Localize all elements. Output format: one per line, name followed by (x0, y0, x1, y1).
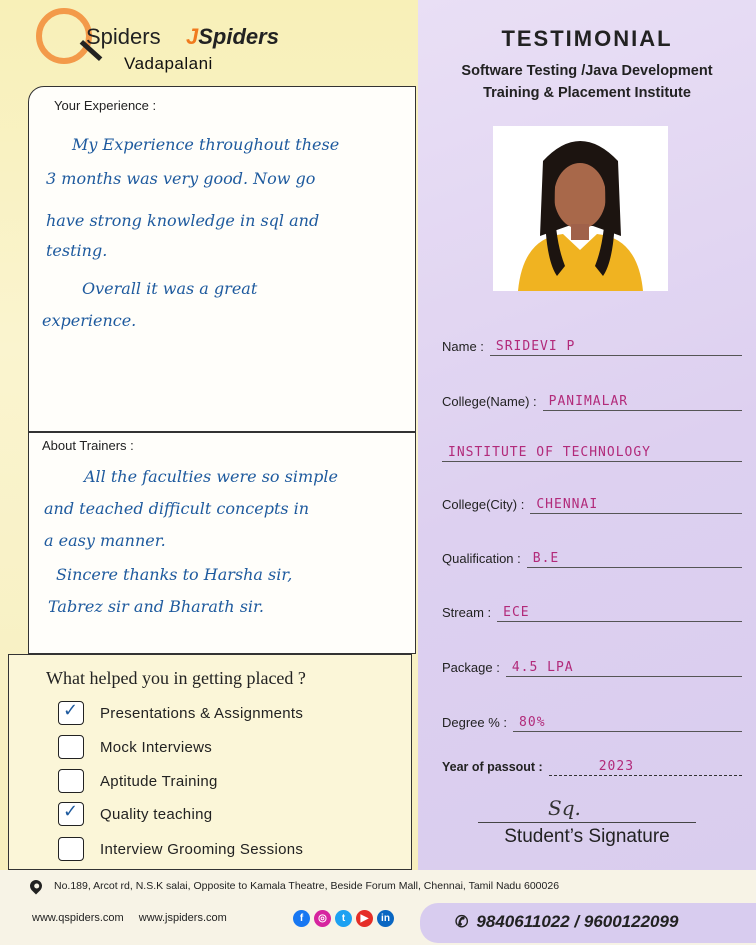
facebook-icon[interactable]: f (293, 910, 310, 927)
field-college-line-2 (442, 442, 742, 462)
field-stream-line (497, 602, 742, 622)
checkbox-label: Aptitude Training (100, 772, 218, 790)
checkmark-icon: ✓ (63, 801, 79, 822)
field-passout: Year of passout : 2023 (442, 754, 742, 776)
checkbox-quality-teaching[interactable] (58, 802, 84, 826)
checkbox-label: Presentations & Assignments (100, 704, 304, 722)
checkbox-label: Mock Interviews (100, 738, 213, 756)
checkbox-aptitude[interactable] (58, 769, 84, 793)
linkedin-icon[interactable]: in (377, 910, 394, 927)
checkbox-label: Interview Grooming Sessions (100, 840, 304, 858)
field-package-value: 4.5 LPA (511, 660, 574, 675)
field-degree-line (513, 712, 742, 732)
logo (36, 8, 296, 88)
page-subtitle: Software Testing /Java Development Training & Placement Institute (461, 63, 713, 101)
signature-label: Student’s Signature (504, 826, 670, 847)
qspiders-q-icon (36, 8, 92, 64)
helped-title: What helped you in getting placed ? (46, 668, 306, 688)
footer-address: No.189, Arcot rd, N.S.K salai, Opposite to Kamala Theatre, Beside Forum Mall, Chennai, Tamil Nadu 600026 (30, 880, 559, 892)
field-degree: Degree % : 80% (442, 710, 742, 732)
field-stream-value: ECE (503, 605, 530, 620)
student-photo (493, 126, 668, 291)
field-qualification: Qualification : B.E (442, 546, 742, 568)
field-city-line (530, 494, 742, 514)
social-icons (293, 910, 398, 927)
checkbox-interview-grooming[interactable] (58, 837, 84, 861)
field-city-value: CHENNAI (536, 497, 599, 512)
checkbox-row-interview-grooming[interactable] (58, 836, 303, 862)
field-name: Name : SRIDEVI P (442, 334, 742, 356)
location-pin-icon (28, 878, 45, 895)
field-name-value: SRIDEVI P (495, 339, 576, 354)
experience-line-1: My Experience throughout these (72, 135, 340, 154)
field-college-value: PANIMALAR (548, 394, 629, 409)
footer-phones: ✆ 9840611022 / 9600122099 (455, 912, 679, 931)
signature-line (478, 822, 696, 823)
experience-line-2: 3 months was very good. Now go (46, 169, 316, 188)
footer-websites (32, 912, 239, 924)
trainers-line-4: Sincere thanks to Harsha sir, (56, 565, 293, 584)
experience-line-4: testing. (46, 241, 108, 260)
experience-label: Your Experience : (50, 98, 160, 113)
checkmark-icon: ✓ (63, 700, 79, 721)
field-college-line (543, 391, 742, 411)
field-college-value-2: INSTITUTE OF TECHNOLOGY (448, 445, 652, 460)
field-name-line (490, 336, 742, 356)
logo-brand-qspiders: Spiders (86, 24, 161, 49)
field-stream: Stream : ECE (442, 600, 742, 622)
checkbox-presentations[interactable] (58, 701, 84, 725)
website-jspiders-link[interactable]: www.jspiders.com (138, 912, 227, 924)
experience-line-5: Overall it was a great (82, 279, 258, 298)
twitter-icon[interactable]: t (335, 910, 352, 927)
field-package-line (506, 657, 742, 677)
field-qualification-line (527, 548, 742, 568)
field-college-continued (442, 440, 742, 462)
field-passout-value: 2023 (598, 759, 635, 774)
field-city: College(City) : CHENNAI (442, 492, 742, 514)
trainers-line-2: and teached difficult concepts in (44, 499, 310, 518)
trainers-line-5: Tabrez sir and Bharath sir. (48, 597, 264, 616)
checkbox-mock-interviews[interactable] (58, 735, 84, 759)
website-qspiders-link[interactable]: www.qspiders.com (32, 912, 124, 924)
trainers-line-1: All the faculties were so simple (84, 467, 338, 486)
field-package: Package : 4.5 LPA (442, 655, 742, 677)
experience-line-6: experience. (42, 311, 137, 330)
trainers-label: About Trainers : (38, 438, 138, 453)
checkbox-label: Quality teaching (100, 805, 213, 823)
field-passout-line (549, 756, 742, 776)
logo-brand-jspiders: JSpiders (186, 24, 279, 49)
student-photo-illustration (493, 126, 668, 291)
instagram-icon[interactable]: ◎ (314, 910, 331, 927)
checkbox-row-quality-teaching[interactable] (58, 801, 212, 827)
signature-mark: Sq. (548, 796, 581, 820)
field-college: College(Name) : PANIMALAR (442, 389, 742, 411)
youtube-icon[interactable]: ▶ (356, 910, 373, 927)
field-degree-value: 80% (519, 715, 546, 730)
field-qualification-value: B.E (532, 551, 560, 566)
experience-line-3: have strong knowledge in sql and (46, 211, 320, 230)
checkbox-row-mock-interviews[interactable] (58, 734, 212, 760)
checkbox-row-presentations[interactable] (58, 700, 303, 726)
page-title: TESTIMONIAL (501, 26, 673, 51)
checkbox-row-aptitude[interactable] (58, 768, 218, 794)
phone-icon: ✆ (455, 914, 469, 931)
logo-location: Vadapalani (124, 54, 213, 73)
trainers-line-3: a easy manner. (44, 531, 166, 550)
